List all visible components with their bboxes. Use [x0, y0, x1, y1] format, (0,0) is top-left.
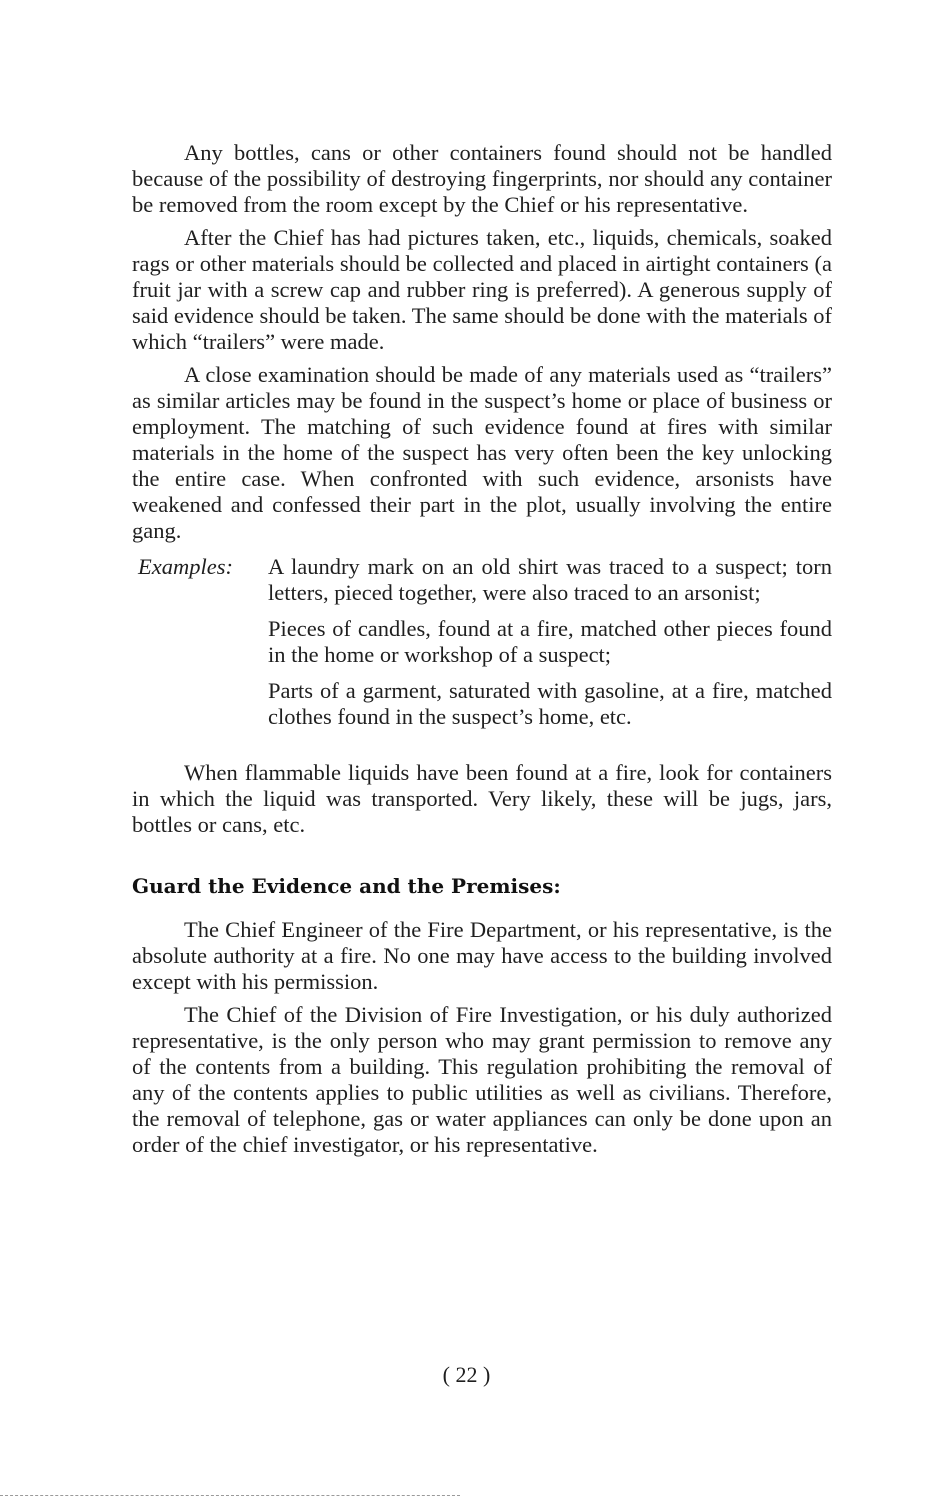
page-number: ( 22 )	[442, 1362, 491, 1387]
paragraph-fire-investigation: The Chief of the Division of Fire Investigation, or his duly authorized representative, is the only person who may grant permission to remove any of the contents from a building. This regulation prohibiting the removal of any of the contents applies to public utilities as well as civilians. Therefore, the removal of telephone, gas or water appliances can only be done upon an order of the chief investigator, or his representative.	[132, 1001, 832, 1157]
paragraph-trailers: A close examination should be made of any materials used as “trailers” as similar articles may be found in the suspect’s home or place of business or employment. The matching of such evidence found at fires with similar materials in the home of the suspect has very often been the key unlocking the entire case. When confronted with such evidence, arsonists have weakened and confessed their part in the plot, usually involving the entire gang.	[132, 362, 832, 543]
examples-block	[132, 554, 832, 730]
examples-list	[268, 554, 832, 730]
paragraph-chief-engineer: The Chief Engineer of the Fire Department, or his representative, is the absolute authority at a fire. No one may have access to the building involved except with his permission.	[132, 916, 832, 994]
paragraph-containers: Any bottles, cans or other containers found should not be handled because of the possibility of destroying fingerprints, nor should any container be removed from the room except by the Chief or his representative.	[132, 140, 832, 217]
paragraph-collect-evidence: After the Chief has had pictures taken, etc., liquids, chemicals, soaked rags or other materials should be collected and placed in airtight containers (a fruit jar with a screw cap and rubber ring is preferred). A generous supply of said evidence should be taken. The same should be done with the materials of which “trailers” were made.	[132, 225, 832, 354]
scan-edge-line	[0, 1495, 460, 1500]
example-item: A laundry mark on an old shirt was traced to a suspect; torn letters, pieced together, were also traced to an arsonist;	[268, 554, 832, 605]
document-page	[132, 140, 832, 1158]
examples-label: Examples:	[138, 554, 233, 579]
paragraph-flammable-liquids: When flammable liquids have been found at a fire, look for containers in which the liquid was transported. Very likely, these will be jugs, jars, bottles or cans, etc.	[132, 760, 832, 837]
example-item: Parts of a garment, saturated with gasoline, at a fire, matched clothes found in the suspect’s home, etc.	[268, 678, 832, 729]
example-item: Pieces of candles, found at a fire, matched other pieces found in the home or workshop of a suspect;	[268, 616, 832, 667]
section-heading: Guard the Evidence and the Premises:	[132, 874, 561, 898]
